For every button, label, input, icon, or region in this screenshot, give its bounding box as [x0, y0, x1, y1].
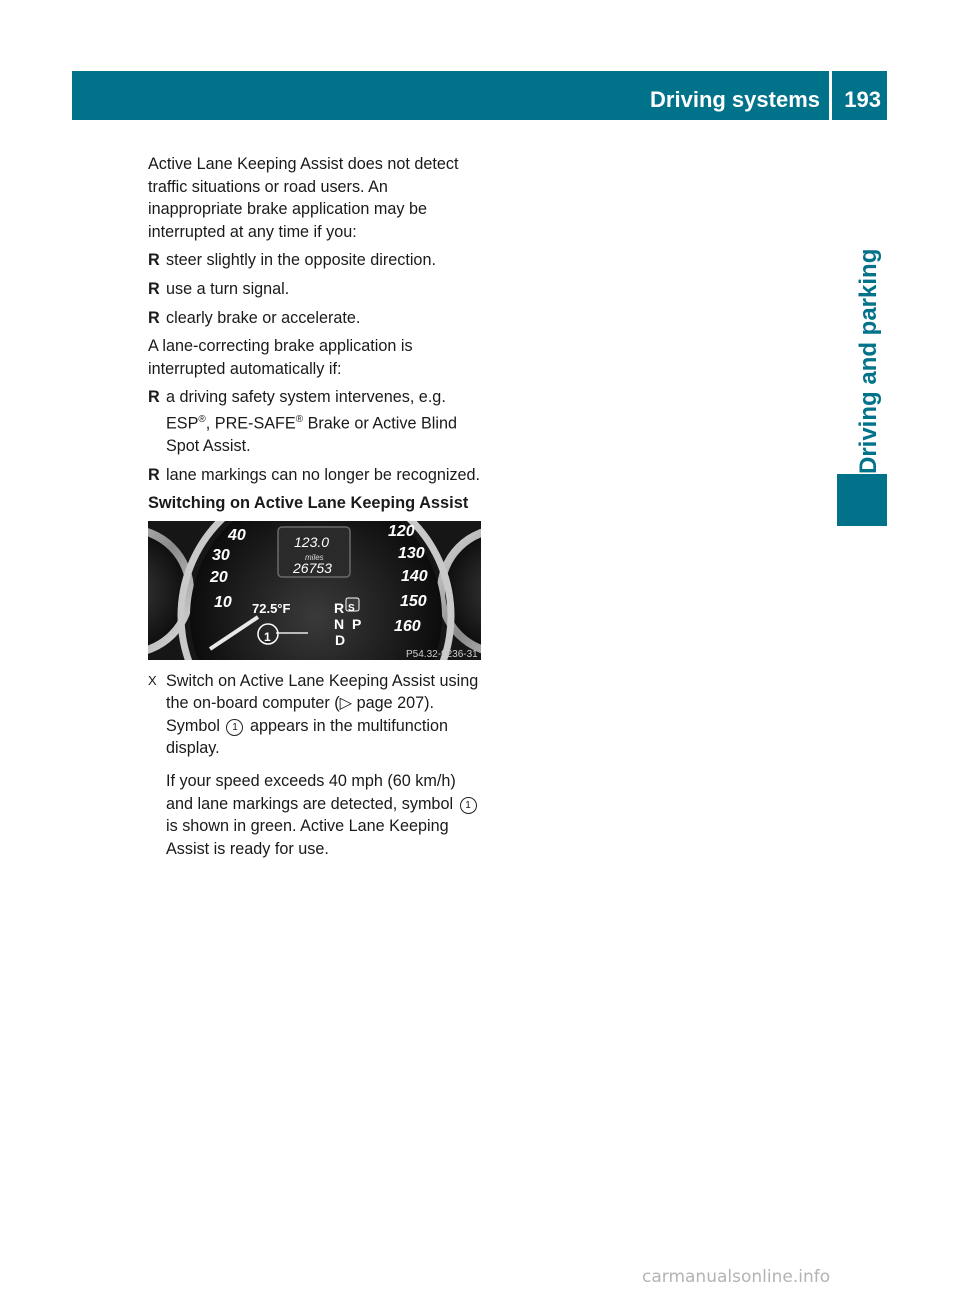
instrument-cluster-figure — [148, 521, 481, 660]
footer-watermark: carmanualsonline.info — [642, 1267, 831, 1287]
gear-r: R — [334, 599, 345, 616]
list-item: R use a turn signal. — [148, 278, 484, 301]
callout-reference: 1 — [460, 797, 477, 814]
bullet-marker: R — [148, 251, 160, 270]
speed-tick-label: 30 — [212, 546, 230, 564]
speed-tick-label: 130 — [398, 544, 425, 562]
page-reference-arrow-icon: ▷ — [339, 694, 353, 713]
step-text: Switch on Active Lane Keeping Assist using the on-board computer (▷ page 207). Symbol 1 appears in the multifunction display. — [166, 671, 479, 758]
speed-tick-label: 120 — [388, 522, 415, 540]
gear-p: P — [352, 615, 362, 632]
bullet-marker: R — [148, 308, 160, 327]
instruction-step — [148, 670, 484, 861]
intro-paragraph: Active Lane Keeping Assist does not detect traffic situations or road users. An inappropriate brake application may be interrupted at any time if you: — [148, 155, 459, 241]
speed-tick-label: 40 — [228, 526, 246, 544]
page-number: 193 — [844, 87, 881, 112]
list-item: R steer slightly in the opposite direction. — [148, 249, 484, 272]
header-bar — [72, 71, 887, 120]
speed-tick-label: 160 — [394, 617, 421, 635]
bullet-marker: R — [148, 388, 160, 407]
bullet-marker: R — [148, 279, 160, 298]
side-tab-marker — [837, 474, 887, 526]
list-item: R clearly brake or accelerate. — [148, 307, 484, 330]
side-tab-label: Driving and parking — [855, 248, 882, 474]
trip-display-unit: miles — [305, 552, 324, 562]
gear-d: D — [335, 631, 346, 648]
list-item: R a driving safety system intervenes, e.g. ESP®, PRE-SAFE® Brake or Active Blind Spot Assist. — [148, 388, 457, 455]
speed-tick-label: 20 — [210, 568, 228, 586]
gear-n: N — [334, 615, 345, 632]
step-marker: X — [148, 672, 157, 688]
section-heading: Switching on Active Lane Keeping Assist — [148, 494, 469, 513]
temperature-readout: 72.5°F — [252, 600, 291, 616]
image-code: P54.32-9236-31 — [406, 648, 478, 660]
bullet-marker: R — [148, 465, 160, 484]
trip-display-value: 123.0 — [294, 533, 330, 550]
callout-number: 1 — [264, 629, 271, 644]
speed-tick-label: 150 — [400, 592, 427, 610]
callout-reference: 1 — [226, 719, 243, 736]
s-indicator: S — [348, 602, 355, 614]
section-title: Driving systems — [650, 87, 820, 112]
interrupt-paragraph: A lane-correcting brake application is interrupted automatically if: — [148, 337, 413, 378]
step-text: If your speed exceeds 40 mph (60 km/h) and lane markings are detected, symbol 1 is shown in green. Active Lane Keeping Assist is ready for use. — [166, 770, 484, 860]
odometer-value: 26753 — [293, 559, 332, 576]
speed-tick-label: 140 — [401, 567, 428, 585]
speed-tick-label: 10 — [214, 593, 232, 611]
list-item: R lane markings can no longer be recognized. — [148, 464, 484, 487]
header-divider — [829, 71, 832, 120]
main-column — [148, 153, 484, 870]
